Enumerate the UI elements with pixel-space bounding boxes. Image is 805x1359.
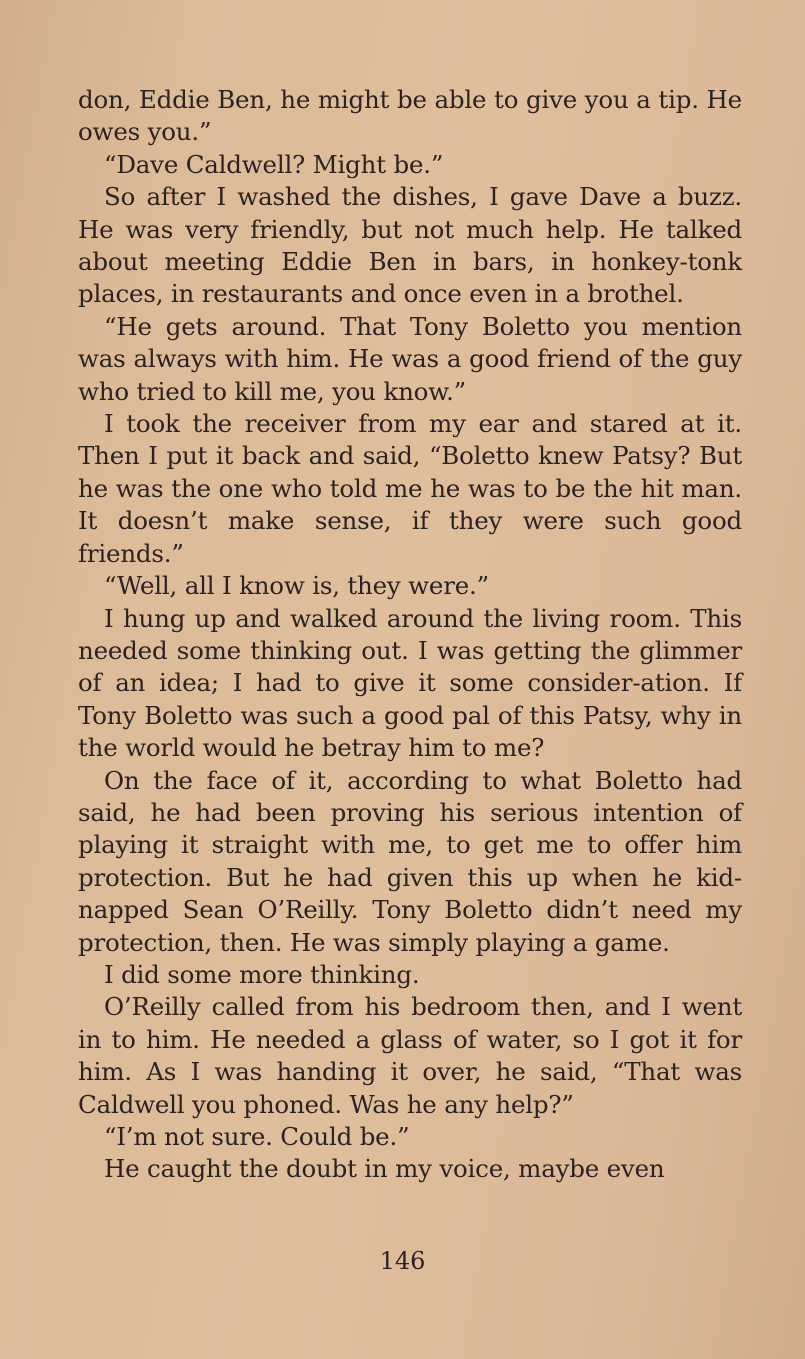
paragraph: He caught the doubt in my voice, maybe even [104, 1154, 665, 1184]
paragraph: “Well, all I know is, they were.” [104, 571, 489, 601]
paragraph: I took the receiver from my ear and stared at it. Then I put it back and said, “Boletto knew Patsy? But he was the one who told me he was to be the hit man. It doesn’t make sense, if they were such good friends.” [78, 409, 742, 568]
paragraph: “Dave Caldwell? Might be.” [104, 149, 444, 179]
paragraph: I did some more thinking. [104, 959, 420, 989]
paragraph: So after I washed the dishes, I gave Dave a buzz. He was very friendly, but not much help. He talked about meeting Eddie Ben in bars, in honkey-tonk places, in restaurants and once even in a brothel. [78, 182, 742, 309]
body-text [78, 84, 742, 1186]
paragraph: O’Reilly called from his bedroom then, and I went in to him. He needed a glass of water, so I got it for him. As I was handing it over, he said, “That was Caldwell you phoned. Was he any help?” [78, 992, 742, 1119]
paragraph: don, Eddie Ben, he might be able to give you a tip. He owes you.” [78, 85, 742, 147]
page-number: 146 [379, 1247, 426, 1275]
paragraph: I hung up and walked around the living room. This needed some thinking out. I was getting the glimmer of an idea; I had to give it some consider-ation. If Tony Boletto was such a good pal of this Patsy, why in the world would he betray him to me? [78, 603, 742, 763]
paragraph: On the face of it, according to what Boletto had said, he had been proving his serious intention of playing it straight with me, to get me to offer him protection. But he had given this up when he kid-napped Sean O’Reilly. Tony Boletto didn’t need my protection, then. He was simply playing a game. [78, 765, 742, 957]
paragraph: “I’m not sure. Could be.” [104, 1122, 410, 1151]
paragraph: “He gets around. That Tony Boletto you mention was always with him. He was a good friend of the guy who tried to kill me, you know.” [78, 311, 742, 406]
